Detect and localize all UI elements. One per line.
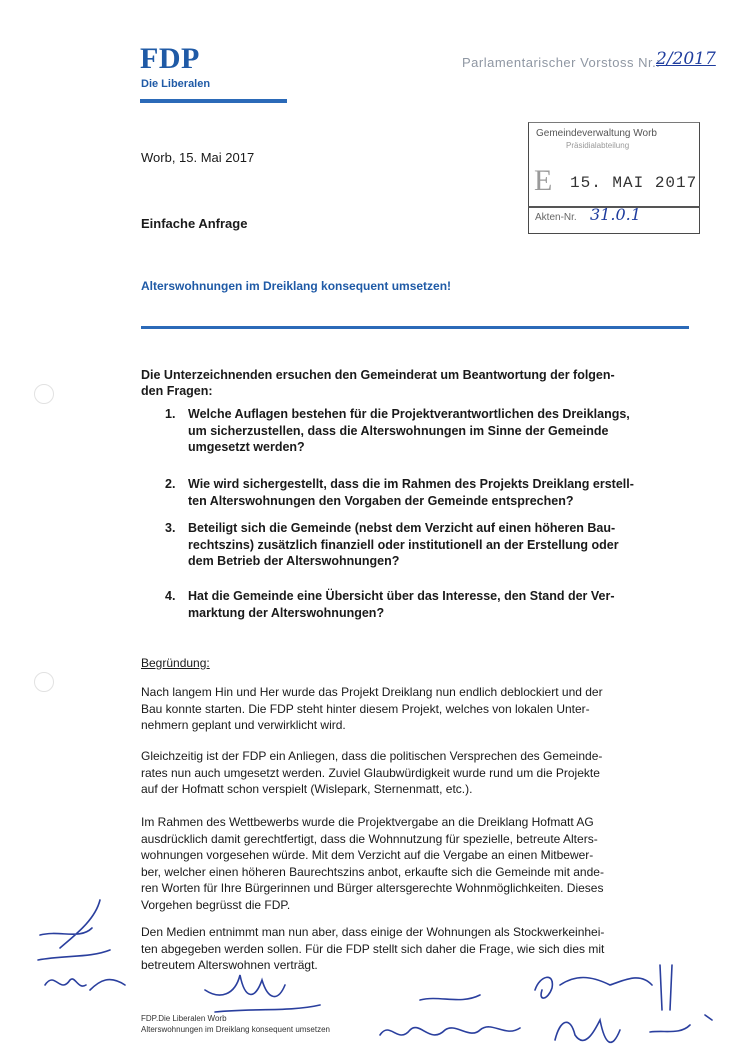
stamp-letter: E [534, 164, 553, 197]
paragraph-line: Im Rahmen des Wettbewerbs wurde die Projektvergabe an die Dreiklang Hofmatt AG [141, 815, 594, 829]
question-line: ten Alterswohnungen den Vorgaben der Gemeinde entsprechen? [188, 493, 574, 508]
punch-hole [34, 384, 54, 404]
intro-paragraph [141, 367, 689, 399]
punch-hole [34, 672, 54, 692]
paragraph-line: Vorgehen begrüsst die FDP. [141, 897, 291, 912]
question-line: Beteiligt sich die Gemeinde (nebst dem Verzicht auf einen höheren Bau- [188, 521, 616, 535]
signature-stroke [650, 1015, 712, 1032]
signature-stroke [380, 1027, 520, 1035]
title-divider [141, 326, 689, 329]
paragraph-line: Bau konnte starten. Die FDP steht hinter diesem Projekt, welches von lokalen Unter- [141, 701, 590, 716]
paragraph-line: rates nun auch umgesetzt werden. Zuviel Glaubwürdigkeit wurde rund um die Projekte [141, 765, 600, 780]
intro-line: den Fragen: [141, 384, 213, 398]
stamp-department: Präsidialabteilung [566, 141, 630, 150]
vorstoss-number: 2/2017 [656, 49, 716, 69]
paragraph-line: ber, welcher einen höheren Baurechtszins anbot, erkaufte sich die Gemeinde mit ande- [141, 864, 604, 879]
stamp-date: 15. MAI 2017 [570, 174, 698, 192]
begruendung-heading: Begründung: [141, 656, 210, 670]
document-type: Einfache Anfrage [141, 216, 248, 231]
question-line: Hat die Gemeinde eine Übersicht über das Interesse, den Stand der Ver- [188, 589, 615, 603]
question-line: Welche Auflagen bestehen für die Projektverantwortlichen des Dreiklangs, [188, 407, 630, 421]
paragraph [141, 814, 701, 913]
signature-stroke [205, 975, 320, 1012]
question-number: 4. [165, 589, 176, 603]
signature-stroke [555, 1020, 620, 1042]
question-line: rechtszins) zusätzlich finanziell oder institutionell an der Erstellung oder [188, 537, 619, 552]
question-line: dem Betrieb der Alterswohnungen? [188, 554, 400, 568]
vorstoss-label: Parlamentarischer Vorstoss Nr.: [462, 55, 661, 70]
paragraph-line: ten abgegeben werden sollen. Für die FDP stellt sich daher die Frage, wie sich dies mit [141, 941, 605, 956]
stamp-akten-label: Akten-Nr. [535, 212, 577, 223]
question-line: umgesetzt werden? [188, 440, 305, 454]
stamp-akten-number: 31.0.1 [590, 205, 641, 224]
letter-date: Worb, 15. Mai 2017 [141, 150, 255, 165]
question-number: 2. [165, 477, 176, 491]
stamp-office: Gemeindeverwaltung Worb [536, 128, 657, 139]
logo-underline [140, 99, 287, 103]
question-line: um sicherzustellen, dass die Alterswohnungen im Sinne der Gemeinde [188, 423, 609, 438]
fdp-logo-subtitle: Die Liberalen [141, 78, 211, 90]
signature-stroke [38, 900, 110, 960]
signature-stroke [420, 995, 480, 1000]
paragraph [141, 748, 701, 798]
paragraph-line: nehmern geplant und verwirklicht wird. [141, 718, 346, 732]
fdp-logo: FDP [140, 42, 200, 75]
paragraph [141, 684, 701, 734]
paragraph-line: auf der Hofmatt schon verspielt (Wislepark, Sternenmatt, etc.). [141, 782, 473, 796]
paragraph-line: Nach langem Hin und Her wurde das Projekt Dreiklang nun endlich deblockiert und der [141, 685, 603, 699]
paragraph-line: Gleichzeitig ist der FDP ein Anliegen, dass die politischen Versprechen des Gemeinde- [141, 749, 603, 763]
document-title: Alterswohnungen im Dreiklang konsequent umsetzen! [141, 279, 452, 293]
footer-title: Alterswohnungen im Dreiklang konsequent umsetzen [141, 1025, 330, 1034]
question-line: marktung der Alterswohnungen? [188, 605, 385, 620]
paragraph-line: Den Medien entnimmt man nun aber, dass einige der Wohnungen als Stockwerkeinhei- [141, 925, 605, 939]
paragraph [141, 924, 701, 974]
paragraph-line: betreutem Alterswohnen verträgt. [141, 958, 318, 972]
question-number: 1. [165, 407, 176, 421]
question-line: Wie wird sichergestellt, dass die im Rahmen des Projekts Dreiklang erstell- [188, 477, 634, 491]
question-number: 3. [165, 521, 176, 535]
footer-organization: FDP.Die Liberalen Worb [141, 1014, 227, 1023]
signature-stroke [45, 979, 125, 990]
intro-line: Die Unterzeichnenden ersuchen den Gemeinderat um Beantwortung der folgen- [141, 368, 615, 382]
paragraph-line: ren Worten für Ihre Bürgerinnen und Bürger altersgerechte Wohnmöglichkeiten. Dieses [141, 881, 604, 895]
paragraph-line: ausdrücklich damit gerechtfertigt, dass die Wohnnutzung für spezielle, betreute Alters- [141, 831, 598, 846]
paragraph-line: wohnungen vorgesehen würde. Mit dem Verzicht auf die Vergabe an einen Mitbewer- [141, 848, 594, 862]
